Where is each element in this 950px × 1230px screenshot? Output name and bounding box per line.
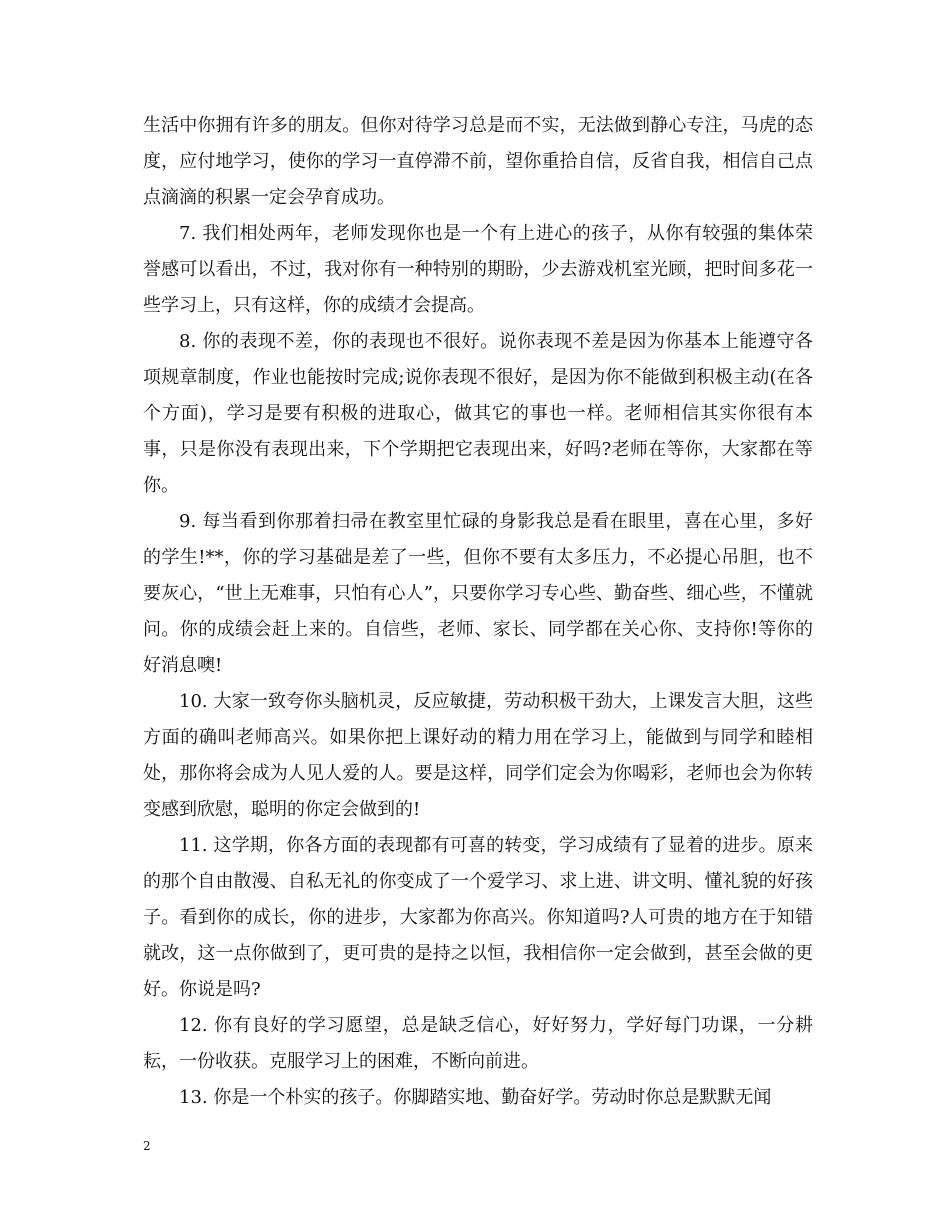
paragraph: 10. 大家一致夸你头脑机灵，反应敏捷，劳动积极干劲大，上课发言大胆，这些方面的确叫老师高兴。如果你把上课好动的精力用在学习上，能做到与同学和睦相处，那你将会成为人见人爱的人。要是这样，同学们定会为你喝彩，老师也会为你转变感到欣慰，聪明的你定会做到的!	[143, 691, 813, 820]
page-number: 2	[143, 1139, 151, 1153]
paragraph: 11. 这学期，你各方面的表现都有可喜的转变，学习成绩有了显着的进步。原来的那个自由散漫、自私无礼的你变成了一个爱学习、求上进、讲文明、懂礼貌的好孩子。看到你的成长，你的进步，大家都为你高兴。你知道吗?人可贵的地方在于知错就改，这一点你做到了，更可贵的是持之以恒，我相信你一定会做到，甚至会做的更好。你说是吗?	[143, 835, 813, 1000]
paragraph: 7. 我们相处两年，老师发现你也是一个有上进心的孩子，从你有较强的集体荣誉感可以看出，不过，我对你有一种特别的期盼，少去游戏机室光顾，把时间多花一些学习上，只有这样，你的成绩才会提高。	[143, 223, 813, 316]
paragraph: 12. 你有良好的学习愿望，总是缺乏信心，好好努力，学好每门功课，一分耕耘，一份收获。克服学习上的困难，不断向前进。	[143, 1015, 813, 1072]
paragraph: 8. 你的表现不差，你的表现也不很好。说你表现不差是因为你基本上能遵守各项规章制度，作业也能按时完成;说你表现不很好，是因为你不能做到积极主动(在各个方面)，学习是要有积极的进取心，做其它的事也一样。老师相信其实你很有本事，只是你没有表现出来，下个学期把它表现出来，好吗?老师在等你，大家都在等你。	[143, 331, 813, 496]
paragraph: 9. 每当看到你那着扫帚在教室里忙碌的身影我总是看在眼里，喜在心里，多好的学生!**，你的学习基础是差了一些，但你不要有太多压力，不必提心吊胆，也不要灰心，“世上无难事，只怕有心人”，只要你学习专心些、勤奋些、细心些，不懂就问。你的成绩会赶上来的。自信些，老师、家长、同学都在关心你、支持你!等你的好消息噢!	[143, 511, 813, 676]
document-body	[143, 108, 813, 1116]
paragraph: 生活中你拥有许多的朋友。但你对待学习总是而不实，无法做到静心专注，马虎的态度，应付地学习，使你的学习一直停滞不前，望你重拾自信，反省自我，相信自己点点滴滴的积累一定会孕育成功。	[143, 115, 813, 208]
paragraph: 13. 你是一个朴实的孩子。你脚踏实地、勤奋好学。劳动时你总是默默无闻	[179, 1087, 772, 1108]
